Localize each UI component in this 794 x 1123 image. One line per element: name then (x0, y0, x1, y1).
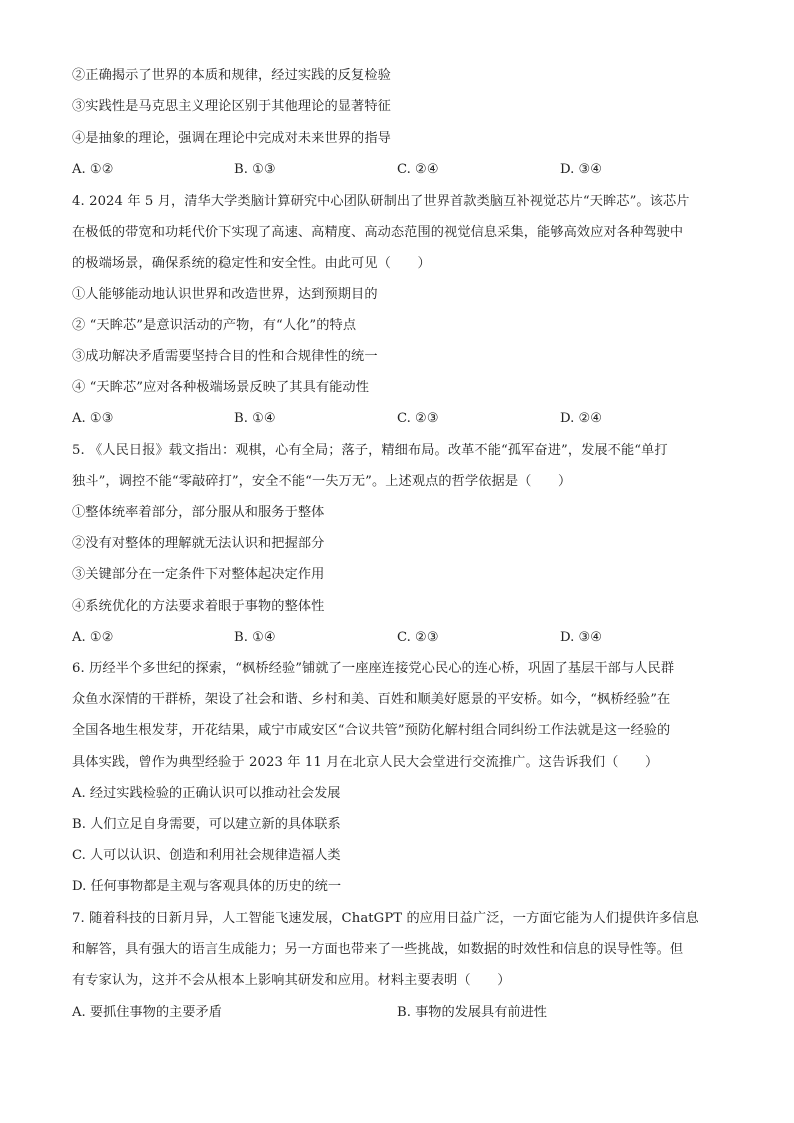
q6-stem-line-2: 众鱼水深情的干群桥，架设了社会和谐、乡村和美、百姓和顺美好愿景的平安桥。如今，“枫桥经验”在 (72, 692, 671, 707)
q4-option-c[interactable]: C. ②③ (397, 411, 439, 426)
q3-option-b[interactable]: B. ①③ (234, 162, 276, 177)
q7-option-b[interactable]: B. 事物的发展具有前进性 (397, 1005, 547, 1020)
q7-stem-line-3: 有专家认为，这并不会从根本上影响其研发和应用。材料主要表明（ ） (72, 973, 511, 988)
q5-option-c[interactable]: C. ②③ (397, 630, 439, 645)
q5-statement-2: ②没有对整体的理解就无法认识和把握部分 (72, 536, 325, 551)
q7-stem-line-2: 和解答，具有强大的语言生成能力；另一方面也带来了一些挑战，如数据的时效性和信息的误导性等。但 (72, 942, 684, 957)
q7-option-a[interactable]: A. 要抓住事物的主要矛盾 (72, 1005, 222, 1020)
q4-stem-line-3: 的极端场景，确保系统的稳定性和安全性。由此可见（ ） (72, 256, 431, 271)
q5-stem-line-1: 5. 《人民日报》载文指出：观棋，心有全局；落子，精细布局。改革不能“孤军奋进”，发展不能“单打 (72, 443, 668, 458)
q4-option-b[interactable]: B. ①④ (234, 411, 276, 426)
q6-stem-line-1: 6. 历经半个多世纪的探索，“枫桥经验”铺就了一座座连接党心民心的连心桥，巩固了基层干部与人民群 (72, 661, 675, 676)
q6-option-a[interactable]: A. 经过实践检验的正确认识可以推动社会发展 (72, 786, 341, 801)
q3-statement-2: ②正确揭示了世界的本质和规律，经过实践的反复检验 (72, 68, 391, 83)
q3-statement-4: ④是抽象的理论，强调在理论中完成对未来世界的指导 (72, 131, 391, 146)
q6-stem-line-3: 全国各地生根发芽，开花结果，咸宁市咸安区“合议共管”预防化解村组合同纠纷工作法就是这一经验的 (72, 723, 671, 738)
q4-statement-2: ② “天眸芯”是意识活动的产物，有“人化”的特点 (72, 318, 357, 333)
q7-stem-line-1: 7. 随着科技的日新月异，人工智能飞速发展，ChatGPT 的应用日益广泛，一方面它能为人们提供许多信息 (72, 911, 699, 926)
q3-option-d[interactable]: D. ③④ (560, 162, 603, 177)
q4-option-a[interactable]: A. ①③ (72, 411, 114, 426)
q5-option-b[interactable]: B. ①④ (234, 630, 276, 645)
q4-statement-3: ③成功解决矛盾需要坚持合目的性和合规律性的统一 (72, 349, 378, 364)
q5-statement-1: ①整体统率着部分，部分服从和服务于整体 (72, 505, 325, 520)
q3-option-a[interactable]: A. ①② (72, 162, 114, 177)
q3-option-c[interactable]: C. ②④ (397, 162, 439, 177)
q3-statement-3: ③实践性是马克思主义理论区别于其他理论的显著特征 (72, 99, 391, 114)
q5-statement-3: ③关键部分在一定条件下对整体起决定作用 (72, 567, 325, 582)
q5-stem-line-2: 独斗”，调控不能“零敲碎打”，安全不能“一失万无”。上述观点的哲学依据是（ ） (72, 474, 572, 489)
q4-statement-1: ①人能够能动地认识世界和改造世界，达到预期目的 (72, 287, 378, 302)
q4-stem-line-1: 4. 2024 年 5 月，清华大学类脑计算研究中心团队研制出了世界首款类脑互补视觉芯片“天眸芯”。该芯片 (72, 194, 690, 209)
q6-stem-line-4: 具体实践，曾作为典型经验于 2023 年 11 月在北京人民大会堂进行交流推广。这告诉我们（ ） (72, 755, 659, 770)
q6-option-c[interactable]: C. 人可以认识、创造和利用社会规律造福人类 (72, 848, 341, 863)
q5-statement-4: ④系统优化的方法要求着眼于事物的整体性 (72, 599, 325, 614)
q6-option-d[interactable]: D. 任何事物都是主观与客观具体的历史的统一 (72, 879, 342, 894)
q4-stem-line-2: 在极低的带宽和功耗代价下实现了高速、高精度、高动态范围的视觉信息采集，能够高效应对各种驾驶中 (72, 225, 684, 240)
q5-option-a[interactable]: A. ①② (72, 630, 114, 645)
q5-option-d[interactable]: D. ③④ (560, 630, 603, 645)
q6-option-b[interactable]: B. 人们立足自身需要，可以建立新的具体联系 (72, 817, 341, 832)
q4-statement-4: ④ “天眸芯”应对各种极端场景反映了其具有能动性 (72, 380, 370, 395)
q4-option-d[interactable]: D. ②④ (560, 411, 603, 426)
